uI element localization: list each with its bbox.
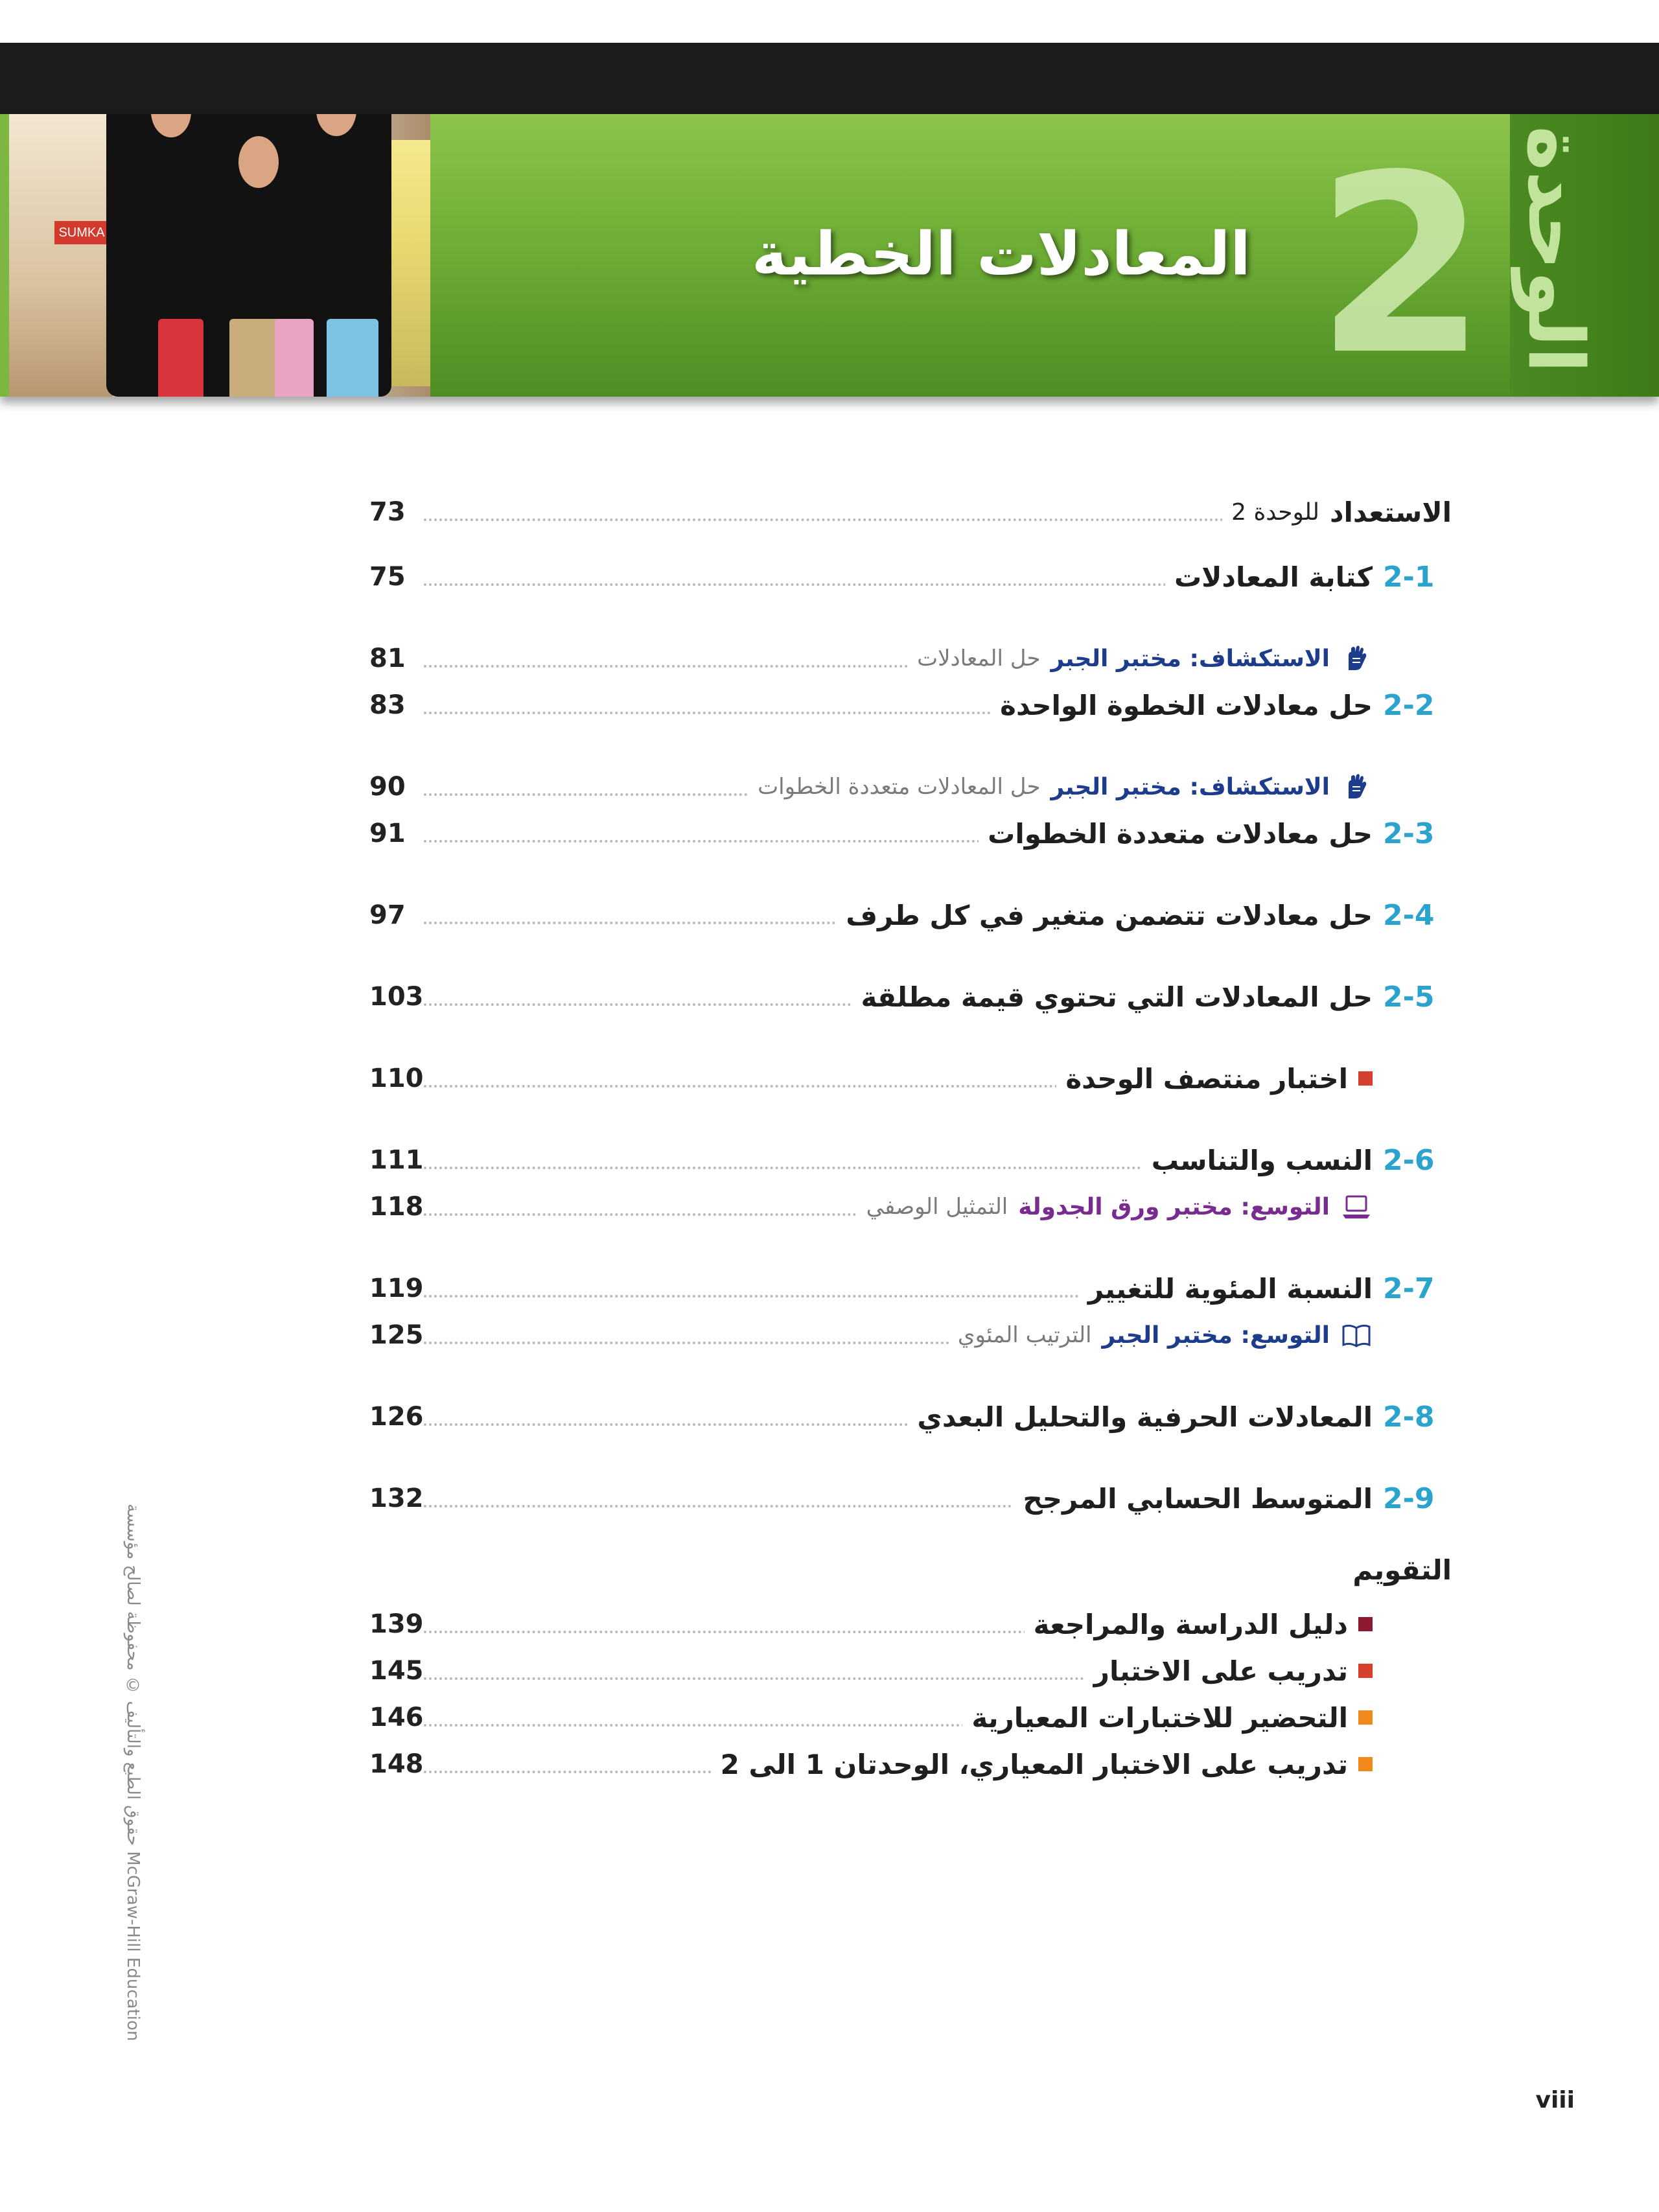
toc-page-number: 139 bbox=[369, 1609, 424, 1639]
lesson-number: 2-6 bbox=[1383, 1143, 1435, 1177]
lesson-title: حل المعادلات التي تحتوي قيمة مطلقة bbox=[861, 981, 1373, 1013]
explore-prefix: الاستكشاف: مختبر الجبر bbox=[1050, 773, 1330, 800]
toc-row-mid-chapter-quiz[interactable] bbox=[369, 1058, 1452, 1099]
toc-entry bbox=[908, 1396, 1452, 1438]
toc-page-number: 132 bbox=[369, 1484, 424, 1513]
toc-row-lesson[interactable] bbox=[369, 1478, 1452, 1519]
lesson-title: حل معادلات متعددة الخطوات bbox=[988, 817, 1373, 850]
toc-row-lesson[interactable] bbox=[369, 556, 1452, 598]
unit-number: 2 bbox=[1316, 122, 1487, 409]
toc-row-readiness[interactable] bbox=[369, 491, 1452, 533]
assessment-heading: التقويم bbox=[1352, 1554, 1452, 1586]
toc-page-number: 145 bbox=[369, 1656, 424, 1686]
lesson-number: 2-1 bbox=[1383, 560, 1435, 594]
photo-shop-background bbox=[9, 114, 113, 397]
extend-title: الترتيب المئوي bbox=[957, 1322, 1092, 1348]
unit-word: الوحدة bbox=[1511, 126, 1601, 373]
lesson-number: 2-7 bbox=[1383, 1272, 1435, 1305]
photo-face bbox=[316, 114, 356, 136]
toc-row-lesson[interactable] bbox=[369, 1139, 1452, 1181]
extend-prefix: التوسع: مختبر الجبر bbox=[1102, 1321, 1330, 1349]
extend-prefix: التوسع: مختبر ورق الجدولة bbox=[1018, 1193, 1330, 1220]
lesson-title: حل معادلات تتضمن متغير في كل طرف bbox=[846, 899, 1373, 931]
assessment-title: تدريب على الاختبار المعياري، الوحدتان 1 الى 2 bbox=[720, 1748, 1348, 1780]
toc-page-number: 125 bbox=[369, 1320, 424, 1350]
toc-row-explore[interactable] bbox=[369, 638, 1452, 679]
toc-entry bbox=[908, 638, 1452, 679]
toc-page-number: 103 bbox=[369, 982, 424, 1012]
explore-title: حل المعادلات bbox=[917, 646, 1041, 671]
assessment-title: تدريب على الاختبار bbox=[1093, 1655, 1348, 1687]
toc-page-number: 126 bbox=[369, 1402, 424, 1432]
toc-entry bbox=[1079, 1268, 1452, 1309]
toc-entry bbox=[1165, 556, 1452, 598]
explore-prefix: الاستكشاف: مختبر الجبر bbox=[1050, 645, 1330, 672]
lesson-title: المتوسط الحسابي المرجح bbox=[1023, 1482, 1373, 1515]
toc-page-number: 146 bbox=[369, 1703, 424, 1732]
toc-page-number: 110 bbox=[369, 1064, 424, 1093]
toc-entry bbox=[962, 1697, 1452, 1738]
copyright-notice: حقوق الطبع والتأليف © محفوظة لصالح مؤسسة McGraw-Hill Education bbox=[123, 1504, 143, 2042]
toc-entry bbox=[857, 1186, 1452, 1228]
toc-row-lesson[interactable] bbox=[369, 684, 1452, 726]
toc-entry bbox=[1085, 1650, 1452, 1692]
lesson-number: 2-8 bbox=[1383, 1400, 1435, 1434]
toc-page-number: 75 bbox=[369, 562, 406, 592]
square-bullet-icon bbox=[1358, 1710, 1373, 1725]
photo-shopping-bag bbox=[158, 319, 203, 397]
photo-shop-sign: SUMKA bbox=[54, 221, 109, 244]
photo-shopping-bag bbox=[275, 319, 314, 397]
toc-page-number: 83 bbox=[369, 690, 406, 720]
toc-entry bbox=[1056, 1058, 1452, 1099]
toc-entry bbox=[979, 813, 1452, 854]
toc-row-lesson[interactable] bbox=[369, 1396, 1452, 1438]
square-bullet-icon bbox=[1358, 1071, 1373, 1086]
toc-row-extend[interactable] bbox=[369, 1314, 1452, 1356]
page-folio: viii bbox=[1535, 2087, 1575, 2113]
photo-face bbox=[151, 114, 191, 137]
assessment-title: دليل الدراسة والمراجعة bbox=[1033, 1608, 1348, 1640]
toc-row-lesson[interactable] bbox=[369, 894, 1452, 936]
toc-row-lesson[interactable] bbox=[369, 976, 1452, 1018]
lesson-title: حل معادلات الخطوة الواحدة bbox=[1000, 689, 1373, 721]
toc-label-sub: للوحدة 2 bbox=[1231, 498, 1319, 526]
top-black-bar bbox=[0, 43, 1659, 114]
toc-entry bbox=[991, 684, 1452, 726]
toc-row-lesson[interactable] bbox=[369, 813, 1452, 854]
toc-row-assessment[interactable] bbox=[369, 1743, 1452, 1785]
photo-face bbox=[238, 136, 279, 188]
hand-icon bbox=[1340, 642, 1373, 675]
book-icon bbox=[1340, 1319, 1373, 1351]
toc-page-number: 81 bbox=[369, 644, 406, 673]
toc-entry bbox=[1014, 1478, 1452, 1519]
assessment-title: التحضير للاختبارات المعيارية bbox=[971, 1701, 1348, 1734]
quiz-title: اختبار منتصف الوحدة bbox=[1065, 1062, 1348, 1095]
lesson-number: 2-4 bbox=[1383, 898, 1435, 932]
lesson-title: النسبة المئوية للتغيير bbox=[1087, 1272, 1373, 1305]
toc-row-assessment[interactable] bbox=[369, 1697, 1452, 1738]
photo-shopping-bag bbox=[229, 319, 281, 397]
banner-edge bbox=[0, 114, 9, 397]
hand-icon bbox=[1340, 771, 1373, 803]
explore-title: حل المعادلات متعددة الخطوات bbox=[758, 774, 1041, 800]
toc-entry bbox=[837, 894, 1452, 936]
toc-row-extend[interactable] bbox=[369, 1186, 1452, 1228]
lesson-number: 2-5 bbox=[1383, 980, 1435, 1014]
chapter-title: المعادلات الخطية bbox=[752, 219, 1251, 289]
toc-page-number: 91 bbox=[369, 819, 406, 848]
toc-page-number: 119 bbox=[369, 1274, 424, 1303]
square-bullet-icon bbox=[1358, 1664, 1373, 1678]
toc-page-number: 148 bbox=[369, 1749, 424, 1779]
toc-page-number: 97 bbox=[369, 900, 406, 930]
toc-page-number: 90 bbox=[369, 772, 406, 802]
toc-page-number: 111 bbox=[369, 1145, 424, 1175]
square-bullet-icon bbox=[1358, 1757, 1373, 1771]
lesson-number: 2-2 bbox=[1383, 688, 1435, 722]
lesson-number: 2-3 bbox=[1383, 817, 1435, 850]
square-bullet-icon bbox=[1358, 1617, 1373, 1631]
lesson-title: النسب والتناسب bbox=[1151, 1144, 1373, 1176]
lesson-title: كتابة المعادلات bbox=[1174, 561, 1373, 593]
toc-label: الاستعداد bbox=[1329, 496, 1452, 528]
laptop-icon bbox=[1340, 1191, 1373, 1223]
toc-entry bbox=[949, 1314, 1452, 1356]
toc-row-lesson[interactable] bbox=[369, 1268, 1452, 1309]
toc-entry bbox=[1143, 1139, 1452, 1181]
toc-entry bbox=[1025, 1603, 1452, 1645]
toc-row-explore[interactable] bbox=[369, 766, 1452, 808]
toc-page-number: 118 bbox=[369, 1192, 424, 1222]
lesson-title: المعادلات الحرفية والتحليل البعدي bbox=[917, 1401, 1373, 1433]
lesson-number: 2-9 bbox=[1383, 1482, 1435, 1515]
toc-entry bbox=[712, 1743, 1452, 1785]
toc-entry bbox=[852, 976, 1452, 1018]
chapter-photo bbox=[9, 114, 430, 397]
toc-row-assessment[interactable] bbox=[369, 1650, 1452, 1692]
toc-page-number: 73 bbox=[369, 497, 406, 527]
toc-entry bbox=[748, 766, 1452, 808]
photo-shopping-bag bbox=[327, 319, 378, 397]
toc-entry bbox=[1222, 491, 1452, 533]
extend-title: التمثيل الوصفي bbox=[866, 1194, 1008, 1220]
toc-row-assessment[interactable] bbox=[369, 1603, 1452, 1645]
